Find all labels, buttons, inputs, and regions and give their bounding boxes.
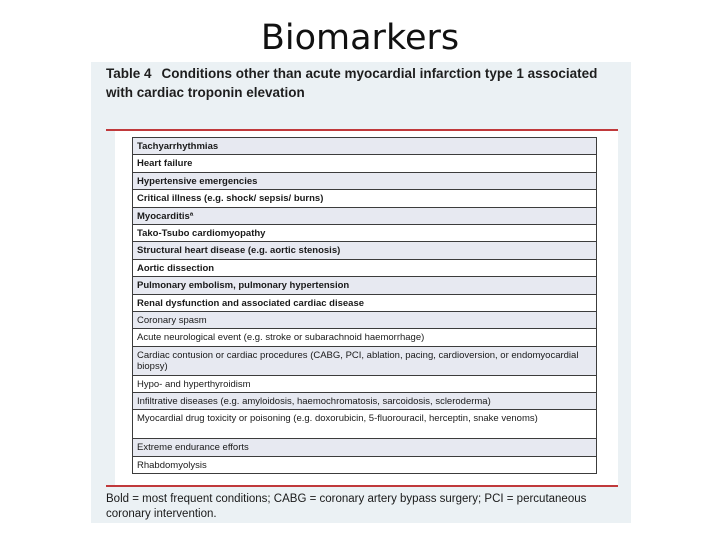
table-row: Hypo- and hyperthyroidism: [133, 376, 596, 393]
table-row: Tako-Tsubo cardiomyopathy: [133, 225, 596, 242]
table-row: Extreme endurance efforts: [133, 439, 596, 456]
slide-title: Biomarkers: [260, 18, 460, 58]
table-row: Rhabdomyolysis: [133, 457, 596, 474]
table-row: Structural heart disease (e.g. aortic stenosis): [133, 242, 596, 259]
table-row: Myocarditisª: [133, 208, 596, 225]
table-row: Myocardial drug toxicity or poisoning (e.g. doxorubicin, 5-fluorouracil, herceptin, snake venoms): [133, 410, 596, 439]
table-label: Table 4: [106, 66, 152, 81]
conditions-table: [132, 137, 597, 474]
table-row: Infiltrative diseases (e.g. amyloidosis, haemochromatosis, sarcoidosis, scleroderma): [133, 393, 596, 410]
table-row: Aortic dissection: [133, 260, 596, 277]
table-row: Hypertensive emergencies: [133, 173, 596, 190]
table-row: Renal dysfunction and associated cardiac disease: [133, 295, 596, 312]
table-row: Tachyarrhythmias: [133, 138, 596, 155]
table-row: Pulmonary embolism, pulmonary hypertension: [133, 277, 596, 294]
table-row: Heart failure: [133, 155, 596, 172]
table-row: Cardiac contusion or cardiac procedures (CABG, PCI, ablation, pacing, cardioversion, or endomyocardial biopsy): [133, 347, 596, 376]
table-row: Acute neurological event (e.g. stroke or subarachnoid haemorrhage): [133, 329, 596, 346]
table-footnote: Bold = most frequent conditions; CABG = coronary artery bypass surgery; PCI = percutaneous coronary intervention.: [106, 493, 587, 520]
table-caption-text: Conditions other than acute myocardial infarction type 1 associated with cardiac troponin elevation: [106, 66, 598, 100]
table-figure: [91, 62, 631, 523]
table-caption: [106, 65, 621, 102]
table-row: Critical illness (e.g. shock/ sepsis/ burns): [133, 190, 596, 207]
table-row: Coronary spasm: [133, 312, 596, 329]
footnote-divider: [106, 485, 618, 487]
